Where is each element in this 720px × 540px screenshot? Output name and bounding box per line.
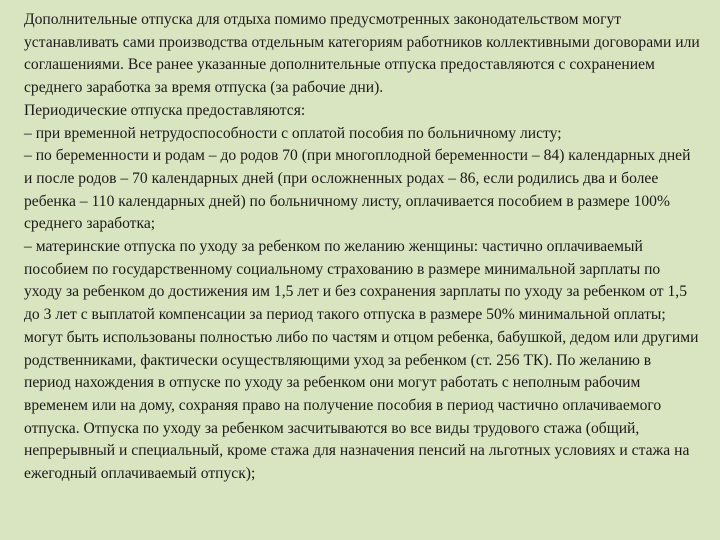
paragraph-sick-leave: – при временной нетрудоспособности с оплатой пособия по больничному листу; <box>24 124 562 142</box>
body-text <box>24 9 700 486</box>
paragraph-childcare-leave: – материнские отпуска по уходу за ребенком по желанию женщины: частично оплачиваемый пособием по государственному социальному страхованию в размере минимальной зарплаты по уходу за ребенком до достижения им 1,5 лет и без сохранения зарплаты по уходу за ребенком от 1,5 до 3 лет с выплатой компенсации за период такого отпуска в размере 50% минимальной оплаты; могут быть использованы полностью либо по частям и отцом ребенка, бабушкой, дедом или другими родственниками, фактически осуществляющими уход за ребенком (ст. 256 ТК). По желанию в период нахождения в отпуске по уходу за ребенком они могут работать с неполным рабочим временем или на дому, сохраняя право на получение пособия в период частично оплачиваемого отпуска. Отпуска по уходу за ребенком засчитываются во все виды трудового стажа (общий, непрерывный и специальный, кроме стажа для назначения пенсий на льготных условиях и стажа на ежегодный оплачиваемый отпуск); <box>24 238 699 483</box>
paragraph-periodic-leave-heading: Периодические отпуска предоставляются: <box>24 101 306 119</box>
paragraph-additional-leave: Дополнительные отпуска для отдыха помимо предусмотренных законодательством могут устанавливать сами производства отдельным категориям работников коллективными договорами или соглашениями. Все ранее указанные дополнительные отпуска предоставляются с сохранением среднего заработка за время отпуска (за рабочие дни). <box>24 11 700 97</box>
paragraph-maternity-leave: – по беременности и родам – до родов 70 (при многоплодной беременности – 84) календарных дней и после родов – 70 календарных дней (при осложненных родах – 86, если родились два и более ребенка – 110 календарных дней) по больничному листу, оплачивается пособием в размере 100% среднего заработка; <box>24 147 691 233</box>
